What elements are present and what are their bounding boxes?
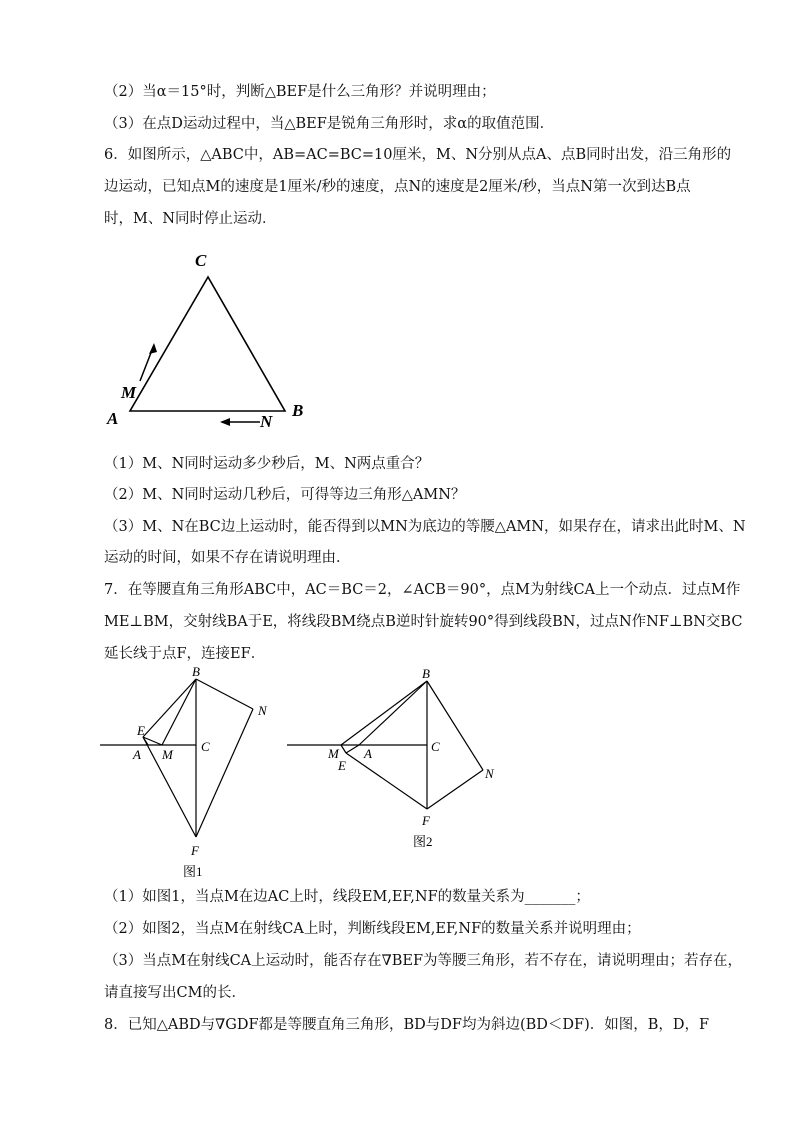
q7-stem-3: 延长线于点F，连接EF．	[104, 646, 266, 662]
q5-part3: （3）在点D运动过程中，当△BEF是锐角三角形时，求α的取值范围．	[104, 116, 555, 132]
q6-part3-b: 运动的时间，如果不存在请说明理由．	[104, 550, 351, 566]
fig1-label-c: C	[201, 739, 210, 754]
q5-part2: （2）当α＝15°时，判断△BEF是什么三角形？并说明理由；	[104, 84, 496, 100]
fig1-label-e: E	[137, 723, 145, 738]
fig1-label-a: A	[133, 747, 141, 762]
q6-stem-1: 6．如图所示，△ABC中，AB=AC=BC=10厘米，M、N分别从点A、点B同时出发，沿三角形的	[104, 147, 732, 163]
triangle-abc	[130, 277, 285, 411]
q7-part3-b: 请直接写出CM的长．	[104, 985, 246, 1001]
q7-stem-2: ME⊥BM，交射线BA于E，将线段BM绕点B逆时针旋转90°得到线段BN，过点N作NF⊥BN交BC	[104, 614, 743, 630]
q7-figure-2	[285, 665, 515, 855]
q6-triangle-figure	[100, 245, 320, 435]
fig2-label-a: A	[364, 746, 372, 761]
q6-stem-3: 时，M、N同时停止运动．	[104, 211, 277, 227]
fig2-label-m: M	[328, 746, 339, 761]
q7-part3-a: （3）当点M在射线CA上运动时，能否存在∇BEF为等腰三角形，若不存在，请说明理由；若存在，	[104, 953, 743, 969]
label-b: B	[292, 401, 304, 420]
q6-part3-a: （3）M、N在BC边上运动时，能否得到以MN为底边的等腰△AMN，如果存在，请求出此时M、N	[104, 519, 746, 535]
label-m: M	[121, 383, 137, 402]
label-a: A	[107, 409, 119, 428]
fig2-label-b: B	[422, 666, 430, 681]
fig2-label-f: F	[422, 813, 430, 828]
fig2-label-c: C	[431, 739, 440, 754]
q7-part2: （2）如图2，当点M在射线CA上时，判断线段EM,EF,NF的数量关系并说明理由；	[104, 921, 641, 937]
q6-part1: （1）M、N同时运动多少秒后，M、N两点重合？	[104, 456, 430, 472]
label-c: C	[195, 251, 207, 270]
q8-stem-1: 8．已知△ABD与∇GDF都是等腰直角三角形，BD与DF均为斜边(BD＜DF)．如图，B，D，F	[104, 1017, 710, 1033]
fig1-label-b: B	[192, 665, 200, 679]
n-arrowhead	[220, 418, 230, 426]
q7-part1: （1）如图1，当点M在边AC上时，线段EM,EF,NF的数量关系为_______；	[104, 889, 590, 905]
q6-part2: （2）M、N同时运动几秒后，可得等边三角形△AMN？	[104, 487, 466, 503]
fig2-label-n: N	[485, 766, 494, 781]
fig1-label-m: M	[162, 747, 173, 762]
fig1-label-f: F	[191, 843, 199, 858]
fig1-label-n: N	[258, 703, 267, 718]
q7-stem-1: 7．在等腰直角三角形ABC中，AC＝BC＝2，∠ACB＝90°，点M为射线CA上一个动点．过点M作	[104, 582, 741, 598]
label-n: N	[260, 412, 273, 431]
fig2-caption: 图2	[413, 834, 433, 849]
q7-figure-1	[95, 665, 285, 880]
fig2-label-e: E	[338, 758, 346, 773]
fig1-caption: 图1	[183, 864, 203, 879]
q6-stem-2: 边运动，已知点M的速度是1厘米/秒的速度，点N的速度是2厘米/秒，当点N第一次到达B点	[104, 179, 691, 195]
m-arrowhead	[149, 343, 157, 354]
